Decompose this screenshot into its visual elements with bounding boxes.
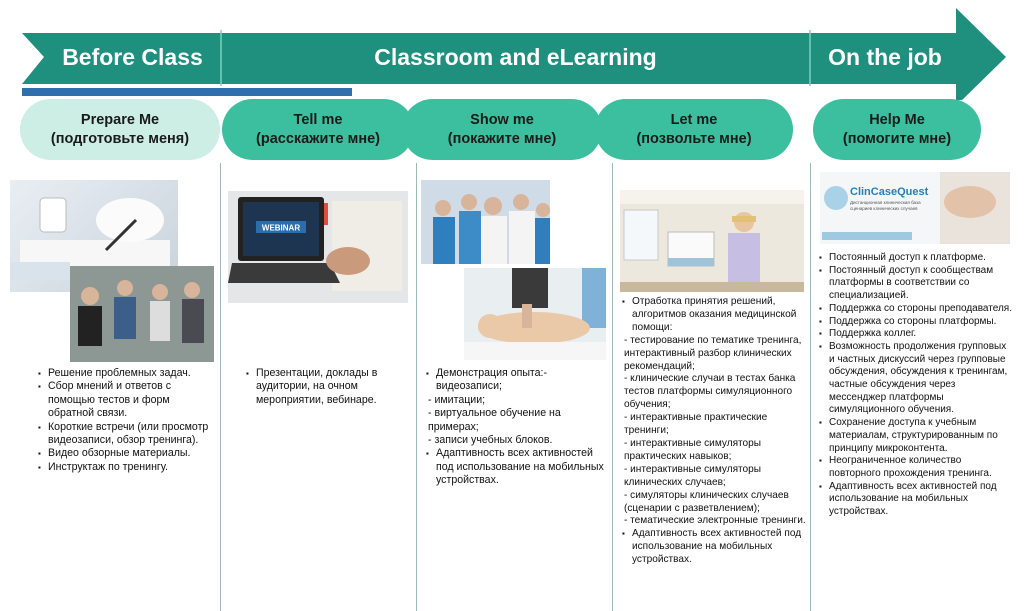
step-subtitle: (помогите мне) — [842, 130, 952, 147]
column-tell-me — [244, 367, 412, 407]
column-show-me — [424, 367, 608, 488]
step-let-me — [595, 99, 793, 160]
list-item: - записи учебных блоков. — [428, 434, 553, 447]
bullet-list — [424, 367, 608, 488]
list-item: ▪ Сохранение доступа к учебным материалам, структурированным по принципу микроконтента. — [829, 417, 1013, 455]
list-item: ▪ Поддержка со стороны платформы. — [829, 316, 1013, 329]
list-item: - интерактивные симуляторы клинических случаев; — [624, 463, 762, 488]
step-title: Prepare Me — [80, 111, 160, 128]
step-tell-me — [222, 99, 414, 160]
list-item: ▪ Отработка принятия решений, алгоритмов оказания медицинской помощи: — [632, 296, 808, 335]
list-item: - клинические случаи в тестах банка тестов платформы симуляционного обучения; — [624, 373, 796, 411]
step-title: Let me — [670, 111, 718, 128]
column-divider — [416, 163, 417, 611]
logo-tagline: Дистанционная клиническая база сценариев клинических случаев — [850, 200, 921, 211]
list-item: ▪ Постоянный доступ к платформе. — [829, 252, 1013, 265]
list-item: ▪ Сбор мнений и ответов с помощью тестов и форм обратной связи. — [48, 380, 218, 420]
list-item: ▪ Адаптивность всех активностей под использование на мобильных устройствах. — [436, 447, 608, 487]
step-title: Show me — [470, 111, 534, 128]
step-prepare-me — [20, 99, 220, 160]
list-item: ▪ Решение проблемных задач. — [48, 367, 218, 380]
step-subtitle: (покажите мне) — [447, 130, 557, 147]
list-item: - симуляторы клинических случаев (сценарии с разветвлением); — [624, 489, 789, 514]
clincasequest-logo: ClinCaseQuest — [850, 186, 929, 198]
list-item: ▪ Презентации, доклады в аудитории, на очном мероприятии, вебинаре. — [256, 367, 412, 407]
column-prepare-me — [36, 367, 218, 474]
step-subtitle: (расскажите мне) — [256, 130, 380, 147]
column-divider — [810, 163, 811, 611]
list-item: - тематические электронные тренинги. — [624, 515, 806, 527]
column-help-me — [817, 252, 1013, 519]
photo-webinar-laptop — [228, 191, 408, 303]
list-item: - интерактивные практические тренинги; — [624, 412, 768, 437]
list-item: ▪ Короткие встречи (или просмотр видеозаписи, обзор тренинга). — [48, 421, 218, 448]
phase-on-the-job: On the job — [828, 43, 942, 70]
step-help-me — [813, 99, 981, 160]
phase-before-class: Before Class — [62, 43, 203, 70]
list-item: ▪ Адаптивность всех активностей под использование на мобильных устройствах. — [829, 481, 1013, 519]
bullet-list — [620, 296, 808, 567]
list-item: ▪ Возможность продолжения групповых и частных дискуссий через групповые обсуждения, обсуждения к тренингам, частные обсуждения через мессенджер платформы симуляционного обучения. — [829, 341, 1013, 417]
step-subtitle: (позвольте мне) — [636, 130, 752, 147]
list-item: - имитации; — [428, 393, 486, 406]
phase-classroom-elearning: Classroom and eLearning — [374, 43, 657, 70]
clincasequest-banner — [820, 172, 1010, 244]
photo-virtual-patient-room — [620, 190, 804, 292]
list-item: ▪ Поддержка коллег. — [829, 328, 1013, 341]
photo-medical-team — [421, 180, 550, 264]
list-item: ▪ Адаптивность всех активностей под использование на мобильных устройствах. — [632, 528, 808, 567]
bullet-list — [817, 252, 1013, 519]
list-item: - тестирование по тематике тренинга, интерактивный разбор клинических рекомендаций; — [624, 334, 802, 372]
photo-meeting-group — [70, 266, 214, 362]
bullet-list — [36, 367, 218, 474]
list-item: ▪ Демонстрация опыта:- видеозаписи; — [436, 367, 608, 394]
step-show-me — [402, 99, 602, 160]
list-item: - интерактивные симуляторы практических навыков; — [624, 437, 762, 462]
photo-cpr-manikin — [464, 268, 606, 360]
column-divider — [612, 163, 613, 611]
list-item: - виртуальное обучение на примерах; — [428, 407, 561, 433]
list-item: ▪ Постоянный доступ к сообществам платформы в соответствии со специализацией. — [829, 265, 1013, 303]
step-subtitle: (подготовьте меня) — [50, 130, 190, 147]
webinar-label: WEBINAR — [261, 223, 301, 233]
column-divider — [220, 163, 221, 611]
step-title: Tell me — [293, 111, 343, 128]
list-item: ▪ Видео обзорные материалы. — [48, 447, 218, 460]
list-item: ▪ Неограниченное количество повторного прохождения тренинга. — [829, 455, 1013, 480]
list-item: ▪ Поддержка со стороны преподавателя. — [829, 303, 1013, 316]
progress-bar — [22, 88, 352, 96]
list-item: ▪ Инструктаж по тренингу. — [48, 461, 218, 474]
step-title: Help Me — [869, 111, 925, 128]
bullet-list — [244, 367, 412, 407]
column-let-me — [620, 296, 808, 567]
